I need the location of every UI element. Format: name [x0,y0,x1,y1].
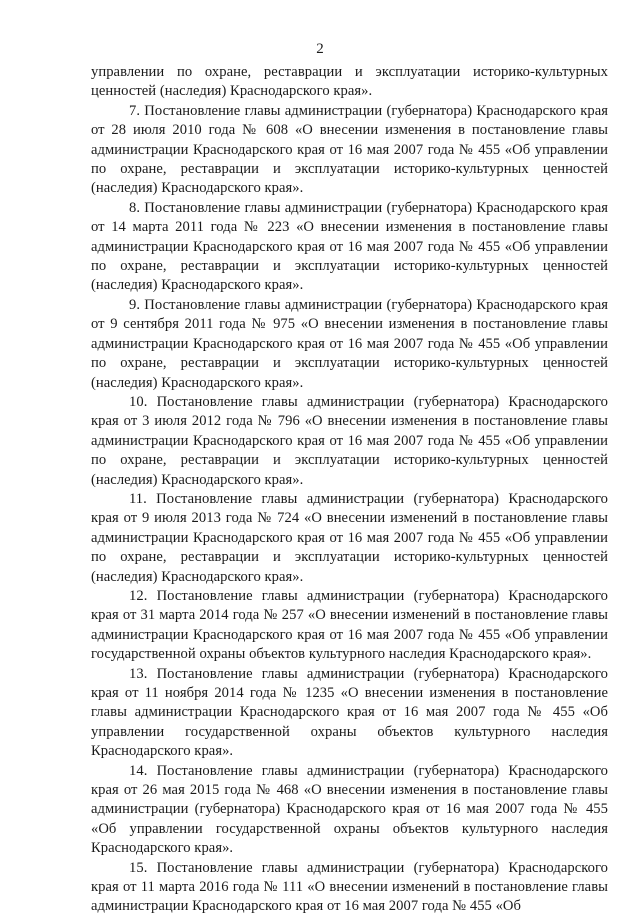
paragraph-item-14: 14. Постановление главы администрации (губернатора) Краснодарского края от 26 мая 2015 года № 468 «О внесении изменения в постановление главы администрации (губернатора) Краснодарского края от 16 мая 2007 года № 455 «Об управлении государственной охраны объектов культурного наследия Краснодарского края». [91,762,608,857]
paragraph-item-8: 8. Постановление главы администрации (губернатора) Краснодарского края от 14 марта 2011 года № 223 «О внесении изменения в постановление главы администрации Краснодарского края от 16 мая 2007 года № 455 «Об управлении по охране, реставрации и эксплуатации историко-культурных ценностей (наследия) Краснодарского края». [91,199,608,294]
paragraph-item-12: 12. Постановление главы администрации (губернатора) Краснодарского края от 31 марта 2014 года № 257 «О внесении изменений в постановление главы администрации Краснодарского края от 16 мая 2007 года № 455 «Об управлении государственной охраны объектов культурного наследия Краснодарского края». [91,587,608,663]
paragraph-item-7: 7. Постановление главы администрации (губернатора) Краснодарского края от 28 июля 2010 года № 608 «О внесении изменения в постановление главы администрации Краснодарского края от 16 мая 2007 года № 455 «Об управлении по охране, реставрации и эксплуатации историко-культурных ценностей (наследия) Краснодарского края». [91,102,608,197]
paragraph-item-11: 11. Постановление главы администрации (губернатора) Краснодарского края от 9 июля 2013 года № 724 «О внесении изменений в постановление главы администрации Краснодарского края от 16 мая 2007 года № 455 «Об управлении по охране, реставрации и эксплуатации историко-культурных ценностей (наследия) Краснодарского края». [91,490,608,585]
paragraph-item-15: 15. Постановление главы администрации (губернатора) Краснодарского края от 11 марта 2016 года № 111 «О внесении изменений в постановление главы администрации Краснодарского края от 16 мая 2007 года № 455 «Об [91,859,608,915]
paragraph-item-13: 13. Постановление главы администрации (губернатора) Краснодарского края от 11 ноября 2014 года № 1235 «О внесении изменения в постановление главы администрации Краснодарского края от 16 мая 2007 года № 455 «Об управлении государственной охраны объектов культурного наследия Краснодарского края». [91,665,608,760]
paragraph-item-9: 9. Постановление главы администрации (губернатора) Краснодарского края от 9 сентября 2011 года № 975 «О внесении изменения в постановление главы администрации Краснодарского края от 16 мая 2007 года № 455 «Об управлении по охране, реставрации и эксплуатации историко-культурных ценностей (наследия) Краснодарского края». [91,296,608,391]
page-number: 2 [316,41,324,57]
document-body [91,63,608,917]
paragraph-continuation: управлении по охране, реставрации и эксплуатации историко-культурных ценностей (наследия) Краснодарского края». [91,64,608,100]
paragraph-item-10: 10. Постановление главы администрации (губернатора) Краснодарского края от 3 июля 2012 года № 796 «О внесении изменения в постановление главы администрации Краснодарского края от 16 мая 2007 года № 455 «Об управлении по охране, реставрации и эксплуатации историко-культурных ценностей (наследия) Краснодарского края». [91,393,608,488]
